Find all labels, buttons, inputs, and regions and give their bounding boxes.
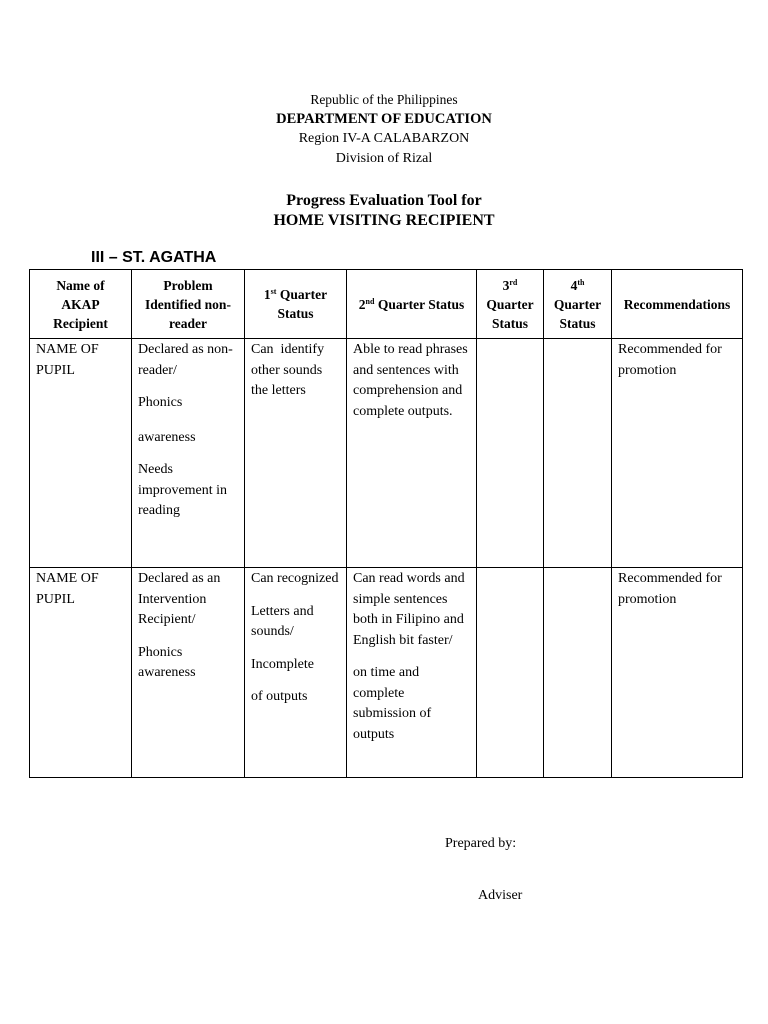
cell-problem [132,339,245,568]
header-q1-status [245,270,347,339]
evaluation-table [29,269,743,778]
cell-q1-para: Can recognized [251,571,339,586]
cell-problem-para: Needs improvement in reading [138,462,228,518]
header-q2-num: 2 [358,296,366,312]
header-q4-sup: th [577,277,585,287]
cell-q4 [544,568,612,778]
cell-problem-para: Declared as an Intervention Recipient/ [138,571,221,627]
header-q1-line2: Status [277,306,314,321]
header-q2-text: Quarter Status [374,296,465,312]
header-problem-line1: Problem [163,277,213,293]
cell-q2 [347,339,477,568]
cell-q4-text [544,339,611,340]
cell-q1-para: Letters and sounds/ [251,603,314,639]
table-header-row [30,270,743,339]
header-q3-num: 3 [502,277,510,293]
cell-problem [132,568,245,778]
cell-q3 [477,339,544,568]
header-republic: Republic of the Philippines [310,92,458,107]
header-problem-line2: Identified non- [145,296,231,312]
document-title-line2: HOME VISITING RECIPIENT [273,212,495,229]
header-name-line1: Name of [56,277,105,293]
header-q1-sup: st [270,287,277,296]
cell-q1-para: Incomplete [251,656,314,672]
header-department: DEPARTMENT OF EDUCATION [276,111,492,127]
header-q1-line1: Quarter [276,287,328,302]
cell-q2-para: Able to read phrases and sentences with comprehension and complete outputs. [353,342,468,419]
header-q1-num: 1 [263,287,271,302]
header-name-of-recipient [30,270,132,339]
cell-q3-text [477,339,543,340]
cell-name-text: NAME OF PUPIL [36,571,99,607]
header-q2-sup: nd [365,296,375,306]
header-name-line2: AKAP [61,296,100,312]
header-q3-line2: Status [491,315,528,331]
cell-q4 [544,339,612,568]
header-q4-num: 4 [570,277,578,293]
header-region: Region IV-A CALABARZON [298,131,470,146]
cell-name-text: NAME OF PUPIL [36,342,99,378]
section-label: III – ST. AGATHA [91,249,217,266]
header-name-line3: Recipient [53,315,108,331]
cell-q1-para: Can identify other sounds the letters [251,342,328,398]
cell-name [30,339,132,568]
cell-q2-para: Can read words and simple sentences both in Filipino and English bit faster/ [353,571,465,648]
cell-problem-para: Phonics [138,395,183,410]
header-q3-sup: rd [509,277,518,287]
header-q3-status [477,270,544,339]
adviser-label: Adviser [478,888,523,903]
cell-name [30,568,132,778]
cell-recommendation [612,568,743,778]
header-recommendations: Recommendations [612,270,743,339]
cell-problem-para: Phonics awareness [138,644,196,680]
cell-q2 [347,568,477,778]
cell-q1-para: of outputs [251,689,308,704]
cell-problem-para: awareness [138,429,196,445]
cell-recommendation-text: Recommended for promotion [618,571,722,607]
cell-recommendation [612,339,743,568]
cell-problem-para: Declared as non-reader/ [138,342,233,378]
header-problem [132,270,245,339]
header-q3-line1: Quarter [486,296,534,312]
document-title-line1: Progress Evaluation Tool for [286,192,482,209]
header-q4-line2: Status [559,315,596,331]
cell-q1 [245,568,347,778]
cell-q3-text [477,568,543,569]
cell-q2-para: on time and complete submission of outputs [353,665,432,742]
header-q2-status [347,270,477,339]
cell-q3 [477,568,544,778]
header-division: Division of Rizal [335,151,433,166]
cell-recommendation-text: Recommended for promotion [618,342,722,378]
table-row [30,568,743,778]
header-q4-line1: Quarter [553,296,602,312]
header-problem-line3: reader [169,315,207,331]
table-row [30,339,743,568]
header-q4-status [544,270,612,339]
cell-q4-text [544,568,611,569]
cell-q1 [245,339,347,568]
prepared-by-label: Prepared by: [445,836,517,851]
